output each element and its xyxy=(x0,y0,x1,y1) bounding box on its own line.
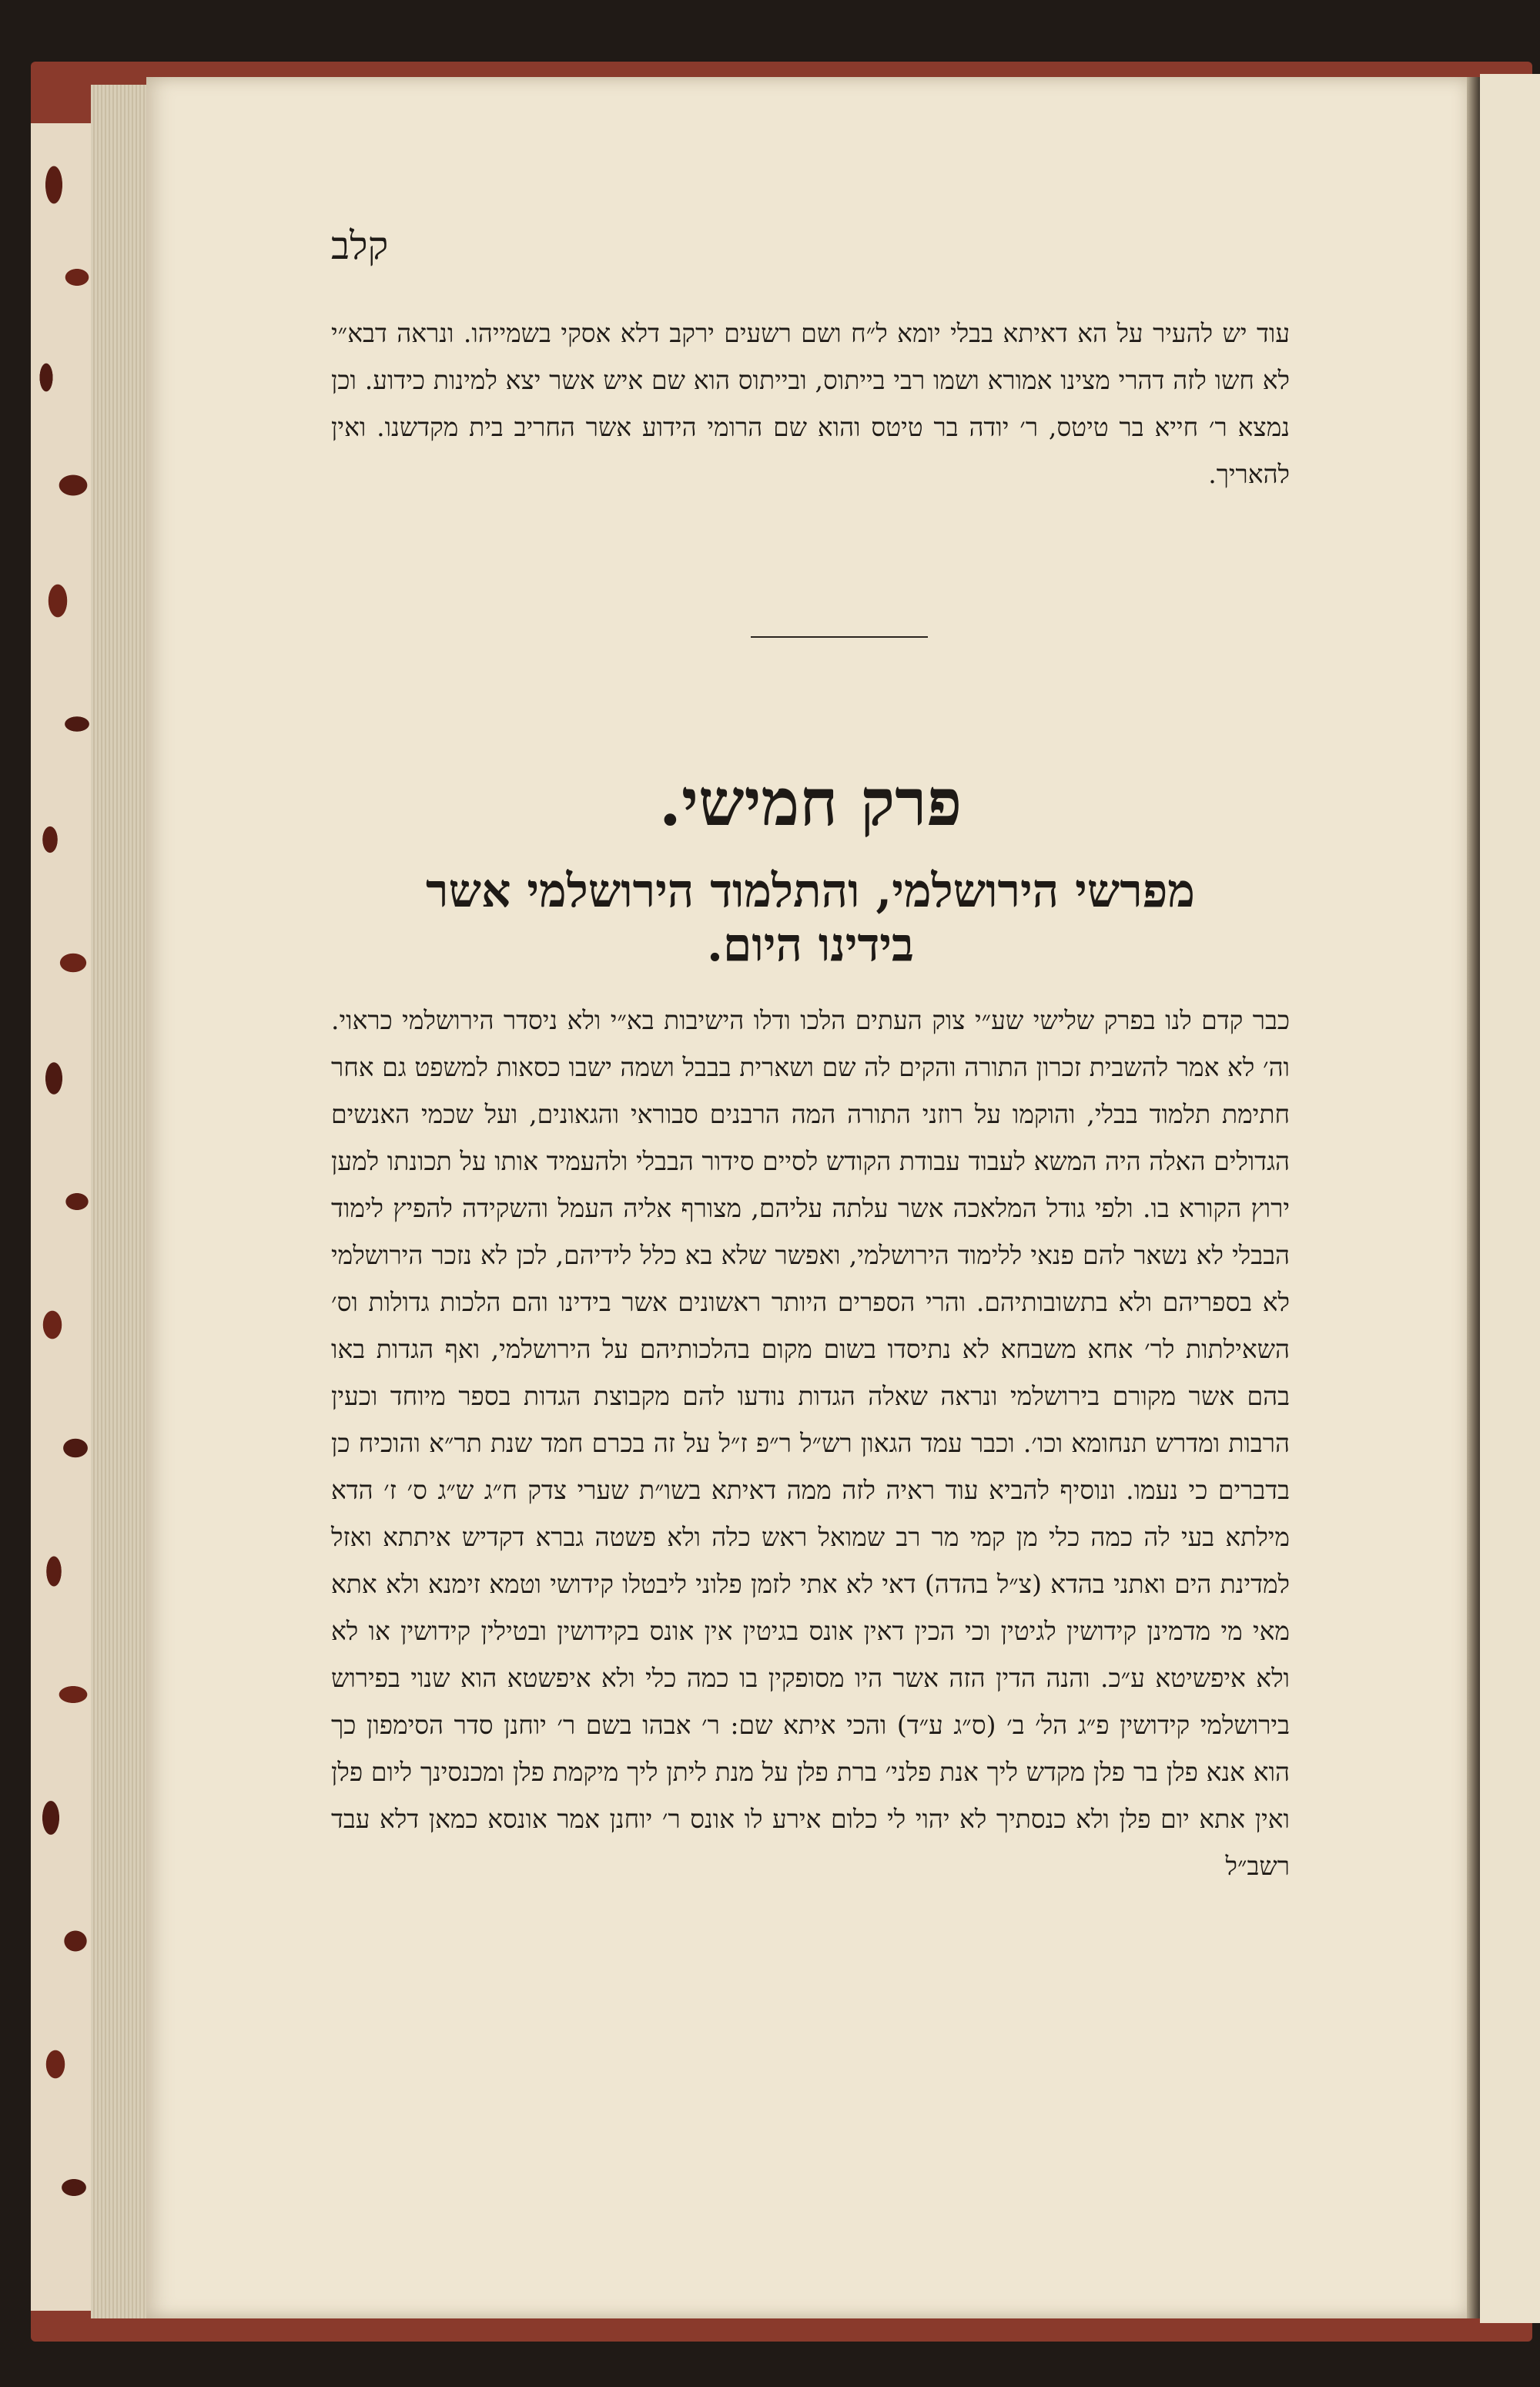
chapter-subtitle-line-1: מפרשי הירושלמי, והתלמוד הירושלמי אשר xyxy=(426,864,1195,918)
intro-paragraph: עוד יש להעיר על הא דאיתא בבלי יומא ל״ח ושם רשעים ירקב דלא אסקי בשמייהו. ונראה דבא״י לא חשו לזה דהרי מצינו אמורא ושמו רבי בייתוס, ובייתוס הוא שם איש אשר יצא למינות כידוע. וכן נמצא ר׳ חייא בר טיטס, ר׳ יודה בר טיטס והוא שם הרומי הידוע אשר החריב בית מקדשנו. ואין להאריך. xyxy=(331,318,1290,489)
section-divider xyxy=(751,636,928,638)
marbled-endpaper xyxy=(31,123,100,2311)
chapter-title: פרק חמישי. xyxy=(658,764,962,840)
page-edges xyxy=(91,85,152,2318)
facing-page xyxy=(1480,74,1540,2323)
chapter-subtitle-line-2: בידינו היום. xyxy=(707,918,914,972)
body-paragraph: כבר קדם לנו בפרק שלישי שע״י צוק העתים הלכו ודלו הישיבות בא״י ולא ניסדר הירושלמי כראוי. וה׳ לא אמר להשבית זכרון התורה והקים לה שם ושארית בבבל ושמה ישבו כסאות למשפט גם אחר חתימת תלמוד בבלי, והוקמו על רוזני התורה המה הרבנים סבוראי והגאונים, ועל שכמי האנשים הגדולים האלה היה המשא לעבוד עבודת הקודש לסיים סידור הבבלי ולהעמיד אותו על תכונתו למען ירוץ הקורא בו. ולפי גודל המלאכה אשר עלתה עליהם, מצורף אליה העמל והשקידה להפיץ לימוד הבבלי לא נשאר להם פנאי ללימוד הירושלמי, ואפשר שלא בא כלל לידיהם, לכן לא נזכר הירושלמי לא בספריהם ולא בתשובותיהם. והרי הספרים היותר ראשונים אשר בידינו והם הלכות גדולות וס׳ השאילתות לר׳ אחא משבחא לא נתיסדו בשום מקום בהלכותיהם על הירושלמי, ואף הגדות באו בהם אשר מקורם בירושלמי ונראה שאלה הגדות נודעו להם מקבוצת הגדות בספר מיוחד וכעין הרבות ומדרש תנחומא וכו׳. וכבר עמד הגאון רש״ל ר״פ ז״ל על זה בכרם חמד שנת תר״א והוכיח כן בדברים כי נעמו. ונוסיף להביא עוד ראיה לזה ממה דאיתא בשו״ת שערי צדק ח״ג ש״ג ס׳ ז׳ הדא מילתא בעי לה כמה כלי מן קמי מר רב שמואל ראש כלה ולא פשטה גברא דקדיש איתתא ואזל למדינת הים ואתני בהדא (צ״ל בהדה) דאי לא אתי לזמן פלוני ליבטלו קידושי וטמא זימנא ולא אתא מאי מי מדמינן קידושין לגיטין וכי הכין דאין אונס בגיטין אין אונס בקידושין ובטילין קידושין או לא ולא איפשיטא ע״כ. והנה הדין הזה אשר היו מסופקין בו כמה כלי ולא איפשטא הוא שנוי בפירוש בירושלמי קידושין פ״ג הל׳ ב׳ (ס״ג ע״ד) והכי איתא שם: ר׳ אבהו בשם ר׳ יוחנן סדר הסימפון כך הוא אנא פלן בר פלן מקדש ליך אנת פלני׳ ברת פלן על מנת ליתן ליך מיקמת פלן ומכנסינך ליום פלן ואין אתא יום פלן ולא כנסתיך לא יהוי לי כלום אירע לו אונס ר׳ יוחנן אמר אונסא כמאן דלא עבד רשב״ל xyxy=(331,1005,1290,1881)
chapter-subtitle xyxy=(331,864,1290,972)
book-gutter xyxy=(1467,77,1481,2318)
page-number: קלב xyxy=(331,223,389,268)
